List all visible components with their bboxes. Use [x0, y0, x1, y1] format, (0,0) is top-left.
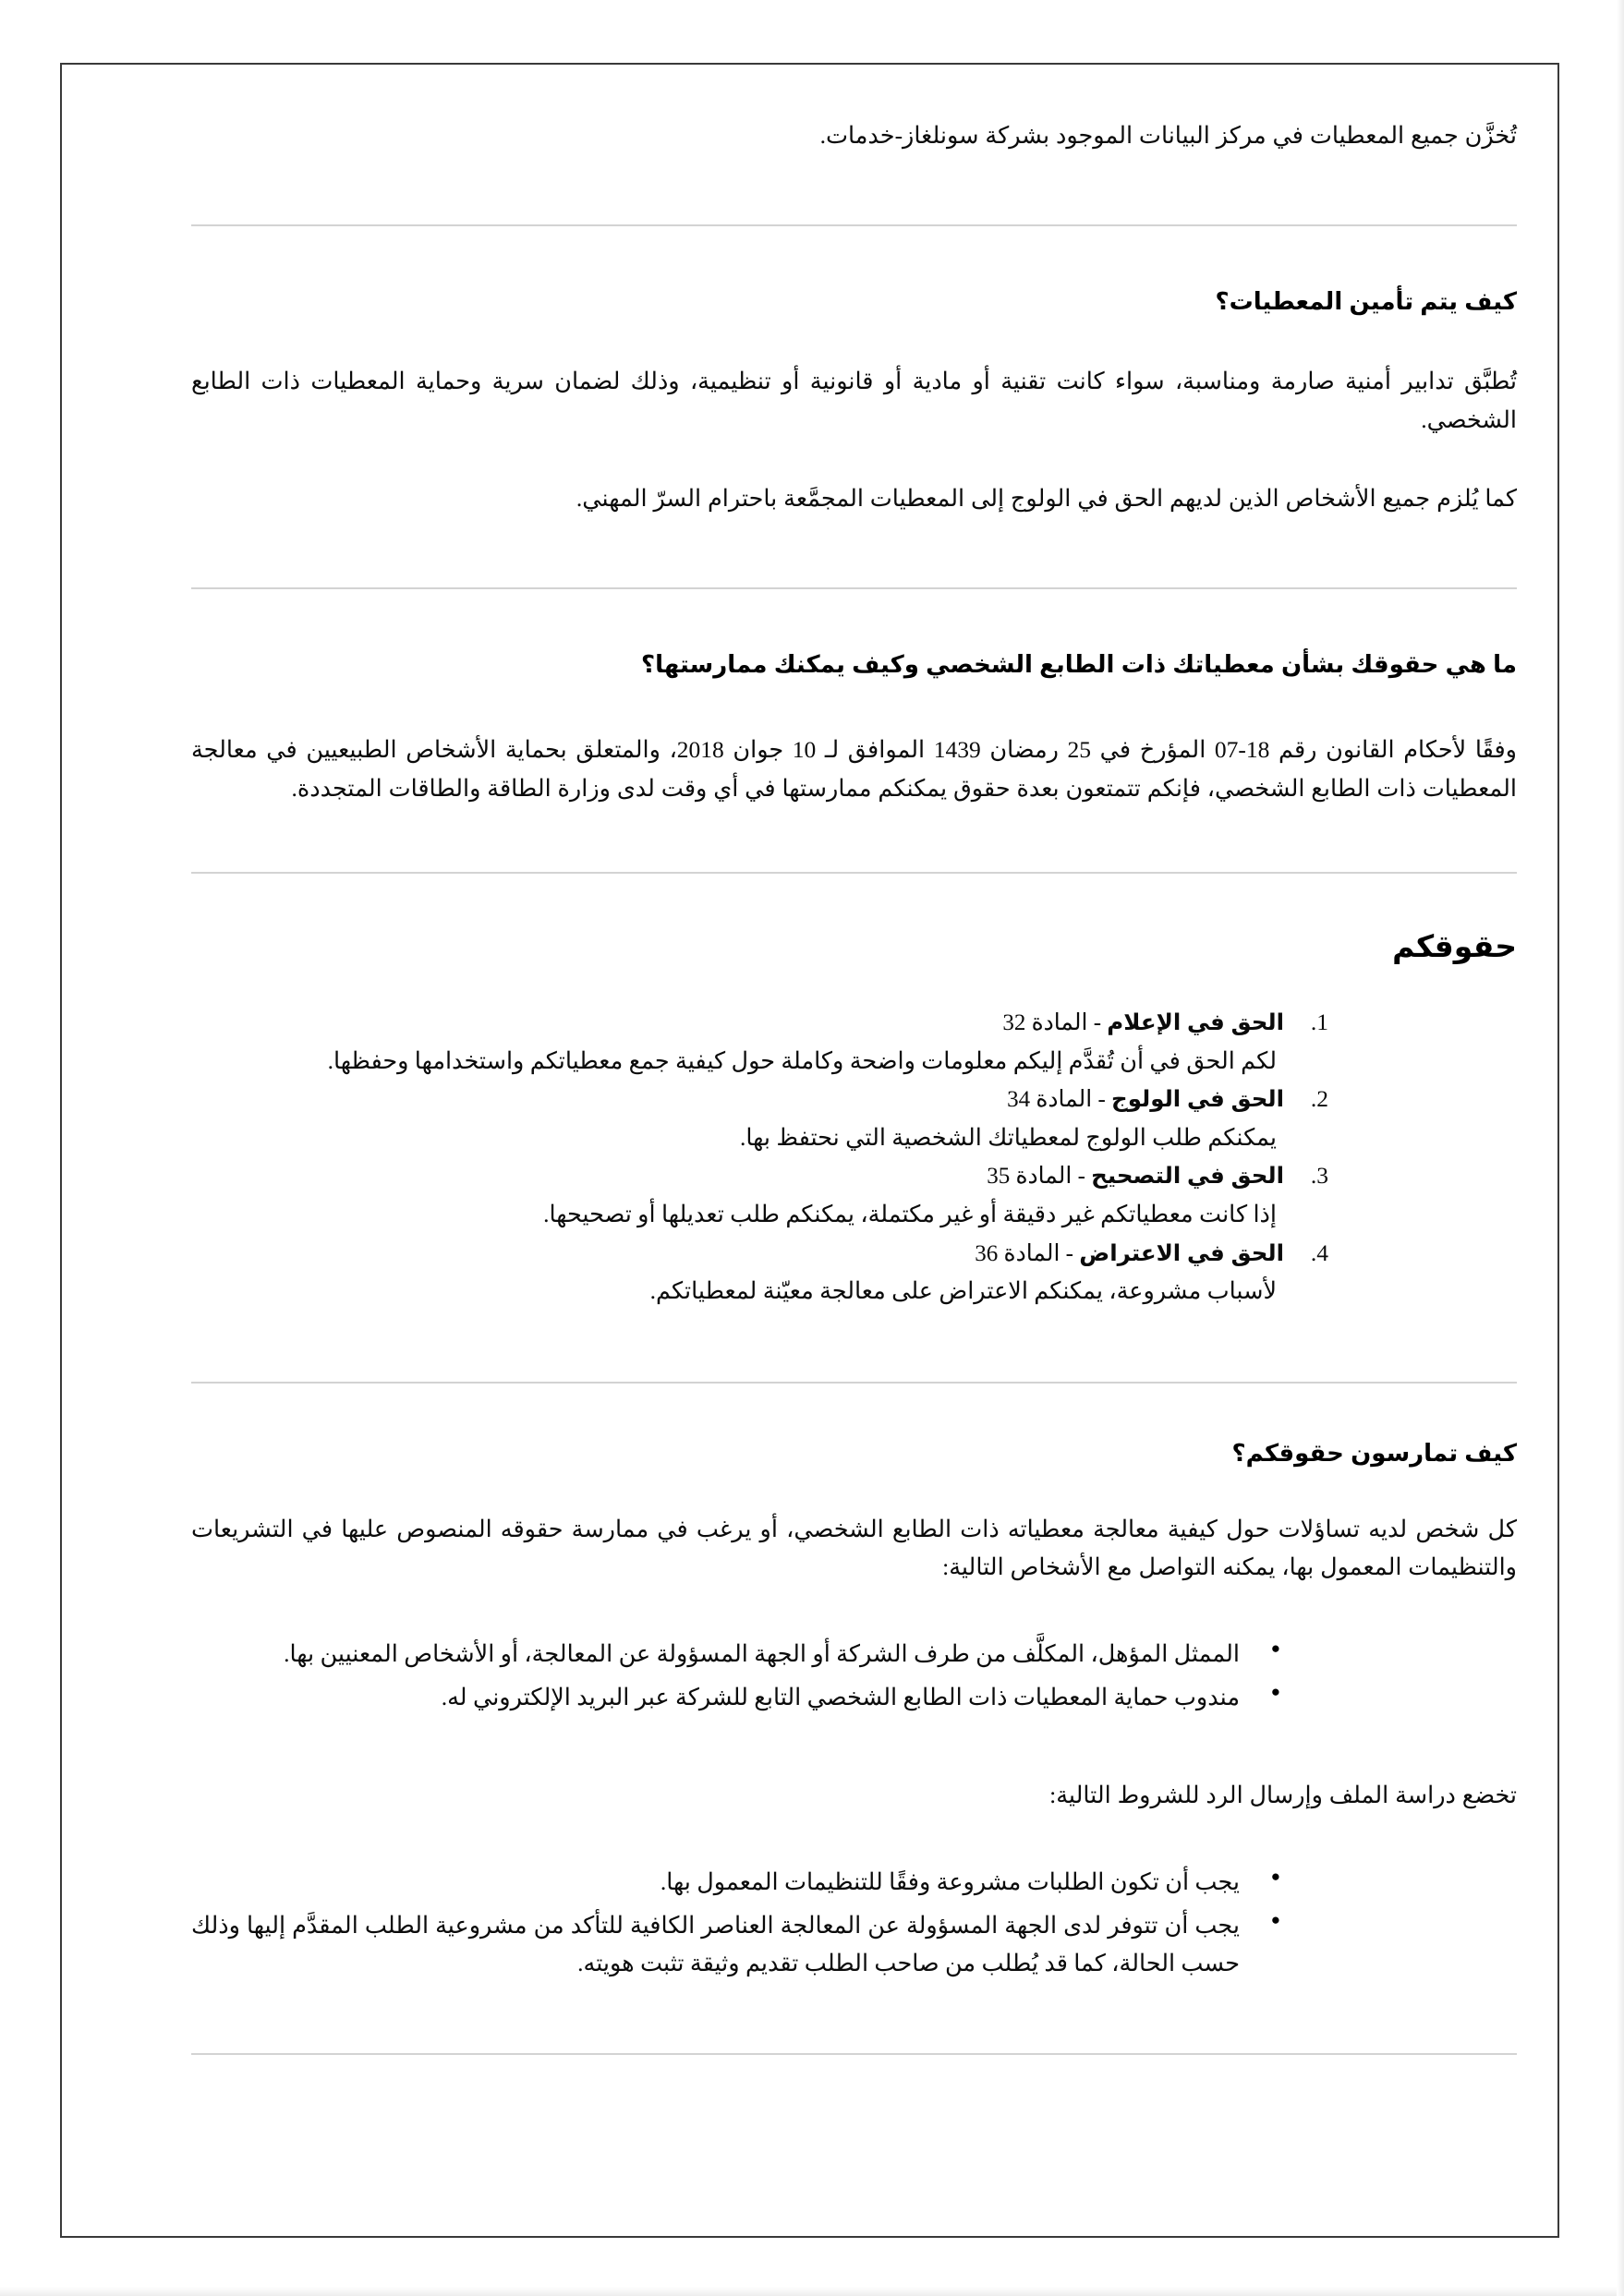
rights-list-item	[191, 1004, 1284, 1079]
security-paragraph-2: كما يُلزم جميع الأشخاص الذين لديهم الحق في الولوج إلى المعطيات المجمَّعة باحترام السرّ المهني.	[576, 484, 1517, 512]
right-description: لأسباب مشروعة، يمكنكم الاعتراض على معالجة معيّنة لمعطياتكم.	[649, 1277, 1277, 1305]
exercise-paragraph: كل شخص لديه تساؤلات حول كيفية معالجة معطياته ذات الطابع الشخصي، أو يرغب في ممارسة حقوقه المنصوص عليها في التشريعات والتنظيمات المعمول بها، يمكنه التواصل مع الأشخاص التالية:	[191, 1515, 1517, 1581]
right-article: - المادة 36	[975, 1240, 1080, 1266]
right-description: يمكنكم طلب الولوج لمعطياتك الشخصية التي نحتفظ بها.	[740, 1123, 1277, 1151]
section-divider-5	[191, 2053, 1517, 2055]
exercise-section-heading: كيف تمارسون حقوقكم؟	[1231, 1438, 1517, 1467]
rights-intro-paragraph: وفقًا لأحكام القانون رقم 18-07 المؤرخ في 25 رمضان 1439 الموافق لـ 10 جوان 2018، والمتعلق بحماية الأشخاص الطبيعيين في معالجة المعطيات ذات الطابع الشخصي، فإنكم تتمتعون بعدة حقوق يمكنكم ممارستها في أي وقت لدى وزارة الطاقة والطاقات المتجددة.	[191, 736, 1517, 802]
security-paragraph-1: تُطبَّق تدابير أمنية صارمة ومناسبة، سواء كانت تقنية أو مادية أو قانونية أو تنظيمية، وذلك لضمان سرية وحماية المعطيات ذات الطابع الشخصي.	[191, 368, 1517, 433]
document-page	[60, 63, 1559, 2238]
right-article: - المادة 34	[1007, 1087, 1112, 1113]
right-description: لكم الحق في أن تُقدَّم إليكم معلومات واضحة وكاملة حول كيفية جمع معطياتكم واستخدامها وحفظها.	[327, 1046, 1277, 1074]
storage-paragraph: تُخزَّن جميع المعطيات في مركز البيانات الموجود بشركة سونلغاز-خدمات.	[819, 122, 1517, 149]
condition-list-item: ● يجب أن تكون الطلبات مشروعة وفقًا للتنظيمات المعمول بها.	[191, 1864, 1240, 1902]
condition-list-item: ● يجب أن تتوفر لدى الجهة المسؤولة عن المعالجة العناصر الكافية للتأكد من مشروعية الطلب المقدَّم إليها وذلك حسب الحالة، كما قد يُطلب من صاحب الطلب تقديم وثيقة تثبت هويته.	[191, 1907, 1240, 1983]
rights-section-heading: حقوقكم	[1392, 928, 1517, 963]
right-article: - المادة 32	[1002, 1009, 1108, 1035]
security-section-heading: كيف يتم تأمين المعطيات؟	[1215, 287, 1517, 316]
rights-list	[191, 1004, 1517, 1310]
rights-list-item	[191, 1157, 1284, 1232]
conditions-intro: تخضع دراسة الملف وإرسال الرد للشروط التالية:	[1049, 1782, 1517, 1809]
conditions-list	[191, 1864, 1517, 1982]
right-article: - المادة 35	[987, 1164, 1092, 1190]
rights-list-item	[191, 1081, 1284, 1155]
contacts-list	[191, 1636, 1517, 1717]
right-title: الحق في الولوج	[1111, 1087, 1284, 1113]
contact-list-item: ● الممثل المؤهل، المكلَّف من طرف الشركة أو الجهة المسؤولة عن المعالجة، أو الأشخاص المعنيين بها.	[191, 1636, 1240, 1674]
right-title: الحق في التصحيح	[1091, 1164, 1284, 1190]
rights-intro-heading: ما هي حقوقك بشأن معطياتك ذات الطابع الشخصي وكيف يمكنك ممارستها؟	[641, 650, 1517, 679]
contact-list-item: ● مندوب حماية المعطيات ذات الطابع الشخصي التابع للشركة عبر البريد الإلكتروني له.	[191, 1679, 1240, 1717]
right-title: الحق في الإعلام	[1107, 1009, 1284, 1035]
right-description: إذا كانت معطياتكم غير دقيقة أو غير مكتملة، يمكنكم طلب تعديلها أو تصحيحها.	[543, 1201, 1277, 1227]
page-content	[191, 116, 1517, 2055]
rights-list-item	[191, 1235, 1284, 1310]
right-title: الحق في الاعتراض	[1079, 1240, 1284, 1266]
